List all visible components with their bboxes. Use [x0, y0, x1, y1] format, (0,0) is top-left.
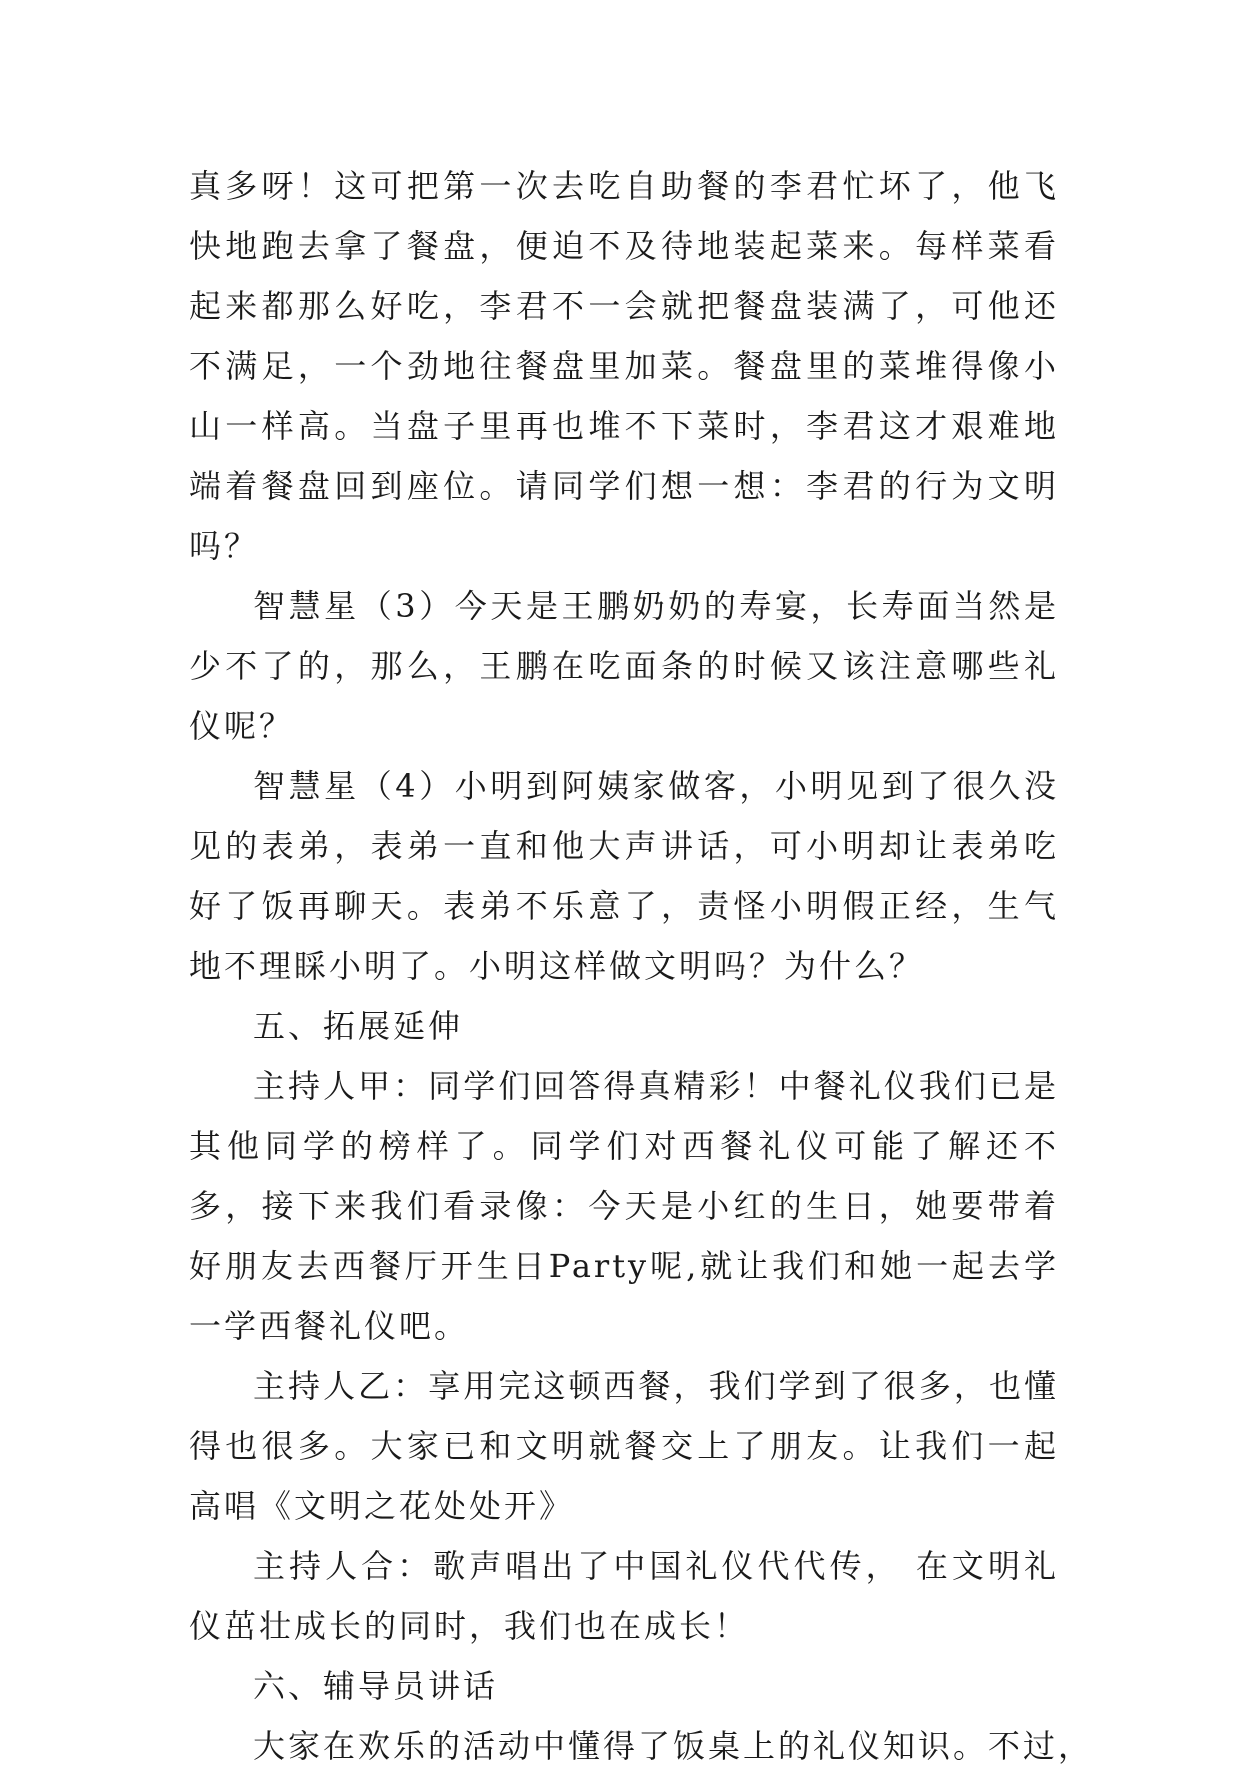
- paragraph-wisdom-star-4: 智慧星（4）小明到阿姨家做客，小明见到了很久没见的表弟，表弟一直和他大声讲话，可小明却让表弟吃好了饭再聊天。表弟不乐意了，责怪小明假正经，生气地不理睬小明了。小明这样做文明吗？为什么？: [189, 767, 1059, 985]
- paragraph-wisdom-star-3: 智慧星（3）今天是王鹏奶奶的寿宴，长寿面当然是少不了的，那么，王鹏在吃面条的时候又该注意哪些礼仪呢？: [189, 587, 1059, 745]
- paragraph-lijun-buffet: 真多呀！这可把第一次去吃自助餐的李君忙坏了，他飞快地跑去拿了餐盘，便迫不及待地装起菜来。每样菜看起来都那么好吃，李君不一会就把餐盘装满了，可他还不满足，一个劲地往餐盘里加菜。餐盘里的菜堆得像小山一样高。当盘子里再也堆不下菜时，李君这才艰难地端着餐盘回到座位。请同学们想一想：李君的行为文明吗？: [189, 167, 1059, 565]
- section-heading-extension: 五、拓展延伸: [253, 1007, 464, 1045]
- paragraph-counselor-speech: 大家在欢乐的活动中懂得了饭桌上的礼仪知识。不过，: [253, 1727, 1094, 1765]
- paragraph-hosts-together: 主持人合：歌声唱出了中国礼仪代代传， 在文明礼仪茁壮成长的同时，我们也在成长！: [189, 1547, 1059, 1645]
- paragraph-host-a: 主持人甲：同学们回答得真精彩！中餐礼仪我们已是其他同学的榜样了。同学们对西餐礼仪可能了解还不多，接下来我们看录像：今天是小红的生日，她要带着好朋友去西餐厅开生日Party呢,就让我们和她一起去学一学西餐礼仪吧。: [189, 1067, 1059, 1345]
- section-heading-counselor-speech: 六、辅导员讲话: [253, 1667, 499, 1705]
- paragraph-host-b: 主持人乙：享用完这顿西餐，我们学到了很多，也懂得也很多。大家已和文明就餐交上了朋友。让我们一起高唱《文明之花处处开》: [189, 1367, 1059, 1525]
- document-body: [189, 156, 1094, 1776]
